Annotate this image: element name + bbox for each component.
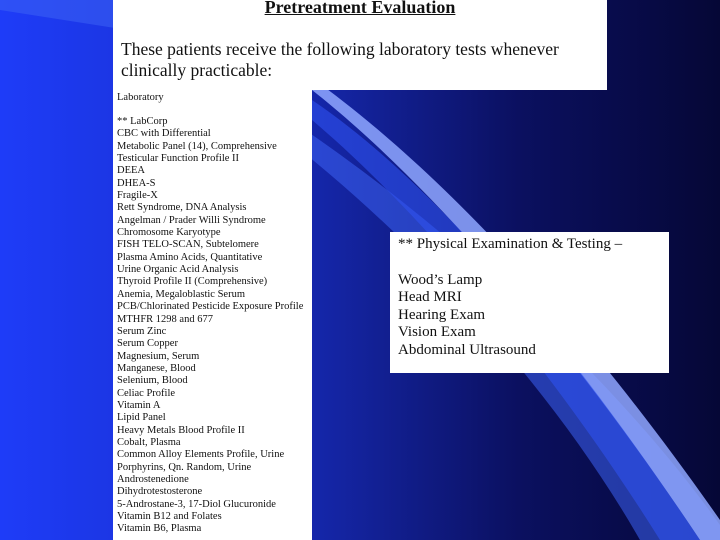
list-item: Common Alloy Elements Profile, Urine [117, 449, 285, 461]
list-item: Cobalt, Plasma [117, 436, 181, 448]
header-panel [113, 0, 607, 90]
list-item: 5-Androstane-3, 17-Diol Glucuronide [117, 498, 276, 510]
physical-exam-panel [390, 232, 669, 373]
list-item: Vitamin A [117, 399, 161, 411]
intro-text: These patients receive the following laboratory tests whenever clinically practicable: [121, 39, 559, 80]
list-item: Anemia, Megaloblastic Serum [117, 288, 246, 300]
list-item: Selenium, Blood [117, 375, 188, 387]
physical-exam-heading: ** Physical Examination & Testing – [398, 236, 623, 252]
list-item: Thyroid Profile II (Comprehensive) [117, 276, 268, 288]
list-item: Porphyrins, Qn. Random, Urine [117, 461, 252, 473]
list-item: Plasma Amino Acids, Quantitative [117, 251, 263, 263]
list-item: Vision Exam [398, 324, 476, 341]
list-item: Abdominal Ultrasound [398, 341, 536, 358]
list-item: Lipid Panel [117, 412, 166, 424]
list-item: FISH TELO-SCAN, Subtelomere [117, 239, 259, 251]
list-item: CBC with Differential [117, 128, 211, 140]
laboratory-heading: Laboratory [117, 92, 164, 103]
list-item: Heavy Metals Blood Profile II [117, 424, 245, 436]
laboratory-test-list [117, 116, 303, 536]
list-item: Fragile-X [117, 190, 158, 202]
list-item: Serum Copper [117, 338, 178, 350]
list-item: ** LabCorp [117, 116, 168, 127]
page-title: Pretreatment Evaluation [264, 0, 456, 17]
list-item: Serum Zinc [117, 325, 167, 337]
list-item: Metabolic Panel (14), Comprehensive [117, 140, 277, 152]
list-item: Chromosome Karyotype [117, 227, 221, 239]
list-item: DHEA-S [117, 177, 156, 189]
list-item: Dihydrotestosterone [117, 486, 203, 498]
list-item: Manganese, Blood [117, 362, 196, 374]
list-item: Wood’s Lamp [398, 272, 483, 288]
list-item: DEEA [117, 165, 145, 177]
list-item: Testicular Function Profile II [117, 153, 240, 165]
list-item: MTHFR 1298 and 677 [117, 313, 213, 325]
list-item: Urine Organic Acid Analysis [117, 264, 239, 276]
list-item: Vitamin B6, Plasma [117, 523, 202, 535]
list-item: Rett Syndrome, DNA Analysis [117, 202, 247, 214]
list-item: Angelman / Prader Willi Syndrome [117, 214, 266, 226]
list-item: Androstenedione [117, 473, 189, 485]
list-item: Celiac Profile [117, 387, 176, 399]
physical-exam-list [398, 272, 536, 359]
list-item: Hearing Exam [398, 306, 486, 323]
list-item: Vitamin B12 and Folates [117, 511, 222, 522]
list-item: Magnesium, Serum [117, 350, 200, 362]
list-item: PCB/Chlorinated Pesticide Exposure Profile [117, 301, 304, 313]
laboratory-panel [113, 90, 312, 540]
list-item: Head MRI [398, 289, 462, 306]
